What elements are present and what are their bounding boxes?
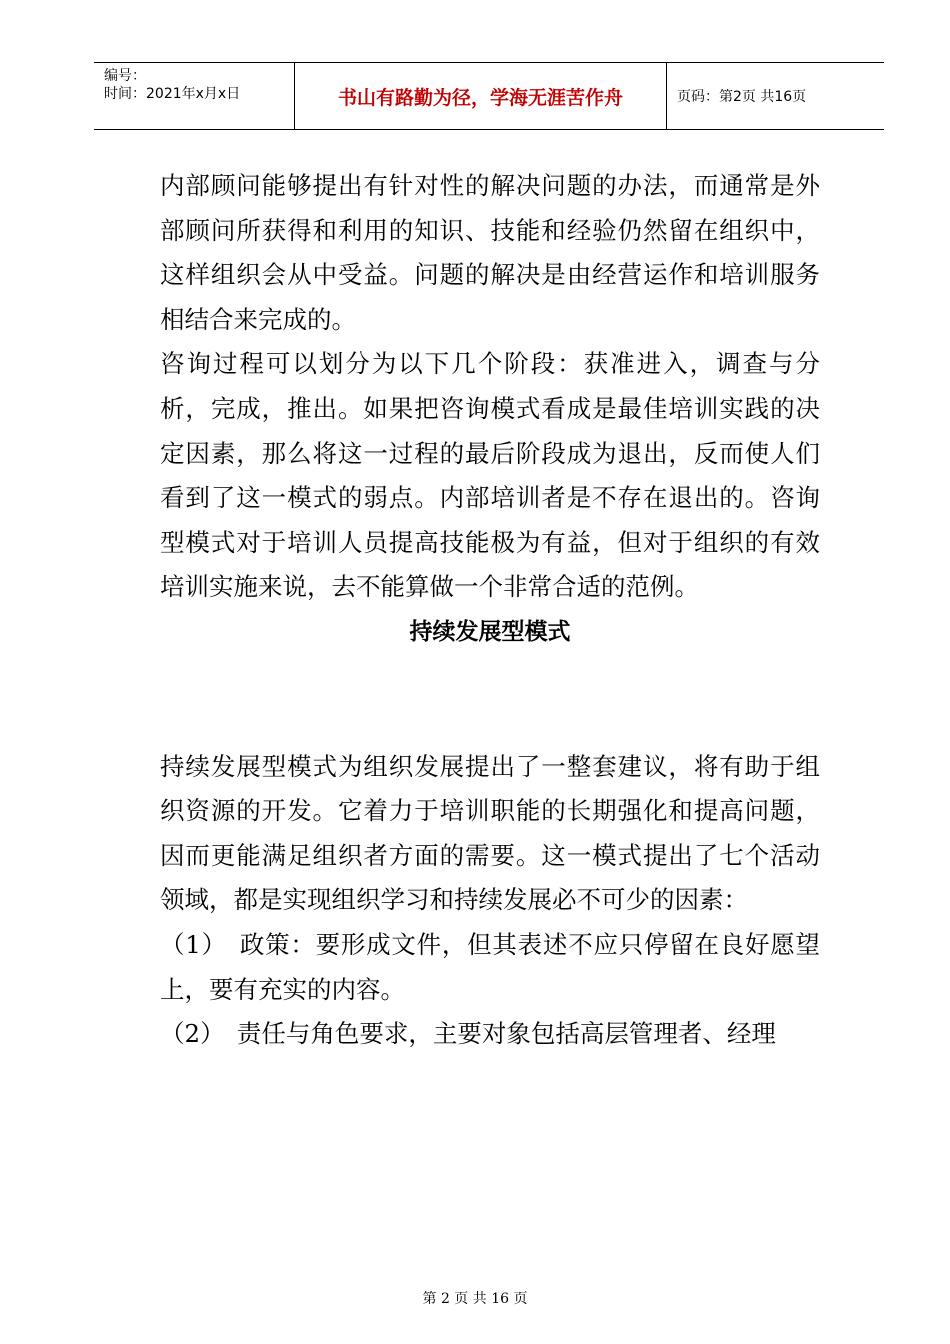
- header-meta: [94, 63, 295, 129]
- document-body: [160, 164, 820, 1057]
- number-label: 编号：: [104, 68, 146, 84]
- paragraph: 咨询过程可以划分为以下几个阶段：获准进入，调查与分析，完成，推出。如果把咨询模式看成是最佳培训实践的决定因素，那么将这一过程的最后阶段成为退出，反而使人们看到了这一模式的弱点。内部培训者是不存在退出的。咨询型模式对于培训人员提高技能极为有益，但对于组织的有效培训实施来说，去不能算做一个非常合适的范例。: [160, 349, 820, 602]
- page-footer: 第 2 页 共 16 页: [422, 1291, 528, 1307]
- page-header: [94, 62, 884, 130]
- header-motto: 书山有路勤为径，学海无涯苦作舟: [295, 63, 667, 129]
- list-item: （2） 责任与角色要求，主要对象包括高层管理者、经理: [160, 1019, 776, 1049]
- date-label: 时间：2021年x月x日: [104, 86, 241, 102]
- paragraph: 持续发展型模式为组织发展提出了一整套建议，将有助于组织资源的开发。它着力于培训职能的长期强化和提高问题，因而更能满足组织者方面的需要。这一模式提出了七个活动领域，都是实现组织学习和持续发展必不可少的因素：: [160, 751, 820, 915]
- section-heading: 持续发展型模式: [409, 618, 571, 645]
- list-item: （1） 政策：要形成文件，但其表述不应只停留在良好愿望上，要有充实的内容。: [160, 929, 820, 1004]
- header-page-info: 页码：第2页 共16页: [677, 89, 807, 105]
- paragraph: 内部顾问能够提出有针对性的解决问题的办法，而通常是外部顾问所获得和利用的知识、技能和经验仍然留在组织中，这样组织会从中受益。问题的解决是由经营运作和培训服务相结合来完成的。: [160, 171, 820, 334]
